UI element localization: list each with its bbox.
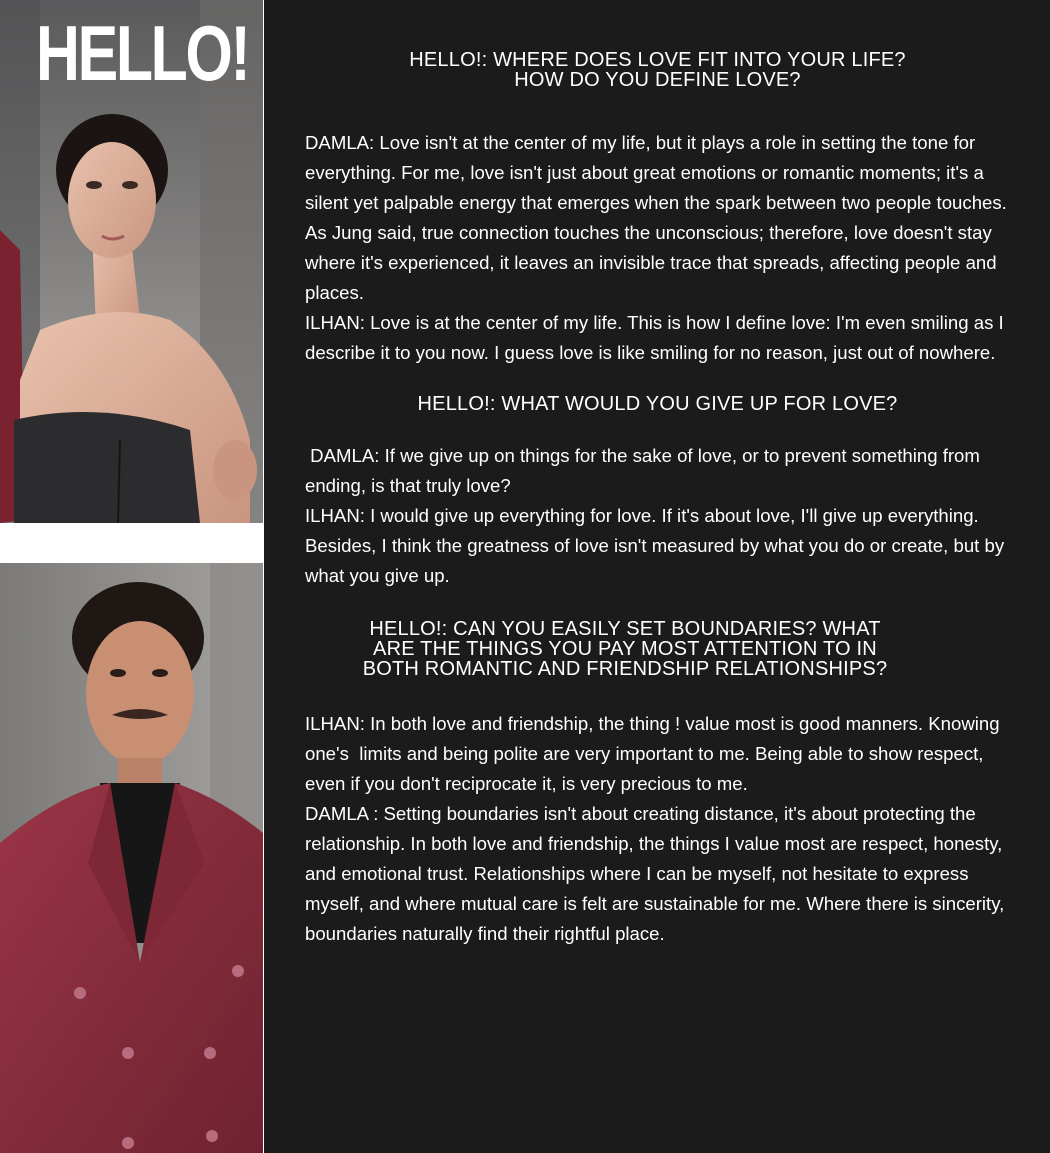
photo-ilhan — [0, 563, 263, 1153]
interview-article — [305, 50, 1010, 949]
answer-damla-love: DAMLA: Love isn't at the center of my life, but it plays a role in setting the tone for everything. For me, love isn't just about great emotions or romantic moments; it's a silent yet palpable energy that emerges when the spark between two people touches. As Jung said, true connection touches the unconscious; therefore, love doesn't stay where it's experienced, it leaves an invisible trace that spreads, affecting people and places. — [305, 132, 1007, 303]
answer-ilhan-love: ILHAN: Love is at the center of my life. This is how I define love: I'm even smiling as I describe it to you now. I guess love is like smiling for no reason, just out of nowhere. — [305, 312, 1004, 363]
photo-ilhan-illustration — [0, 563, 263, 1153]
question-boundaries — [305, 619, 945, 679]
answer-damla-boundaries: DAMLA : Setting boundaries isn't about creating distance, it's about protecting the relationship. In both love and friendship, the things I value most are respect, honesty, and emotional trust. Relationships where I can be myself, not hesitate to express myself, and where mutual care is felt are sustainable for me. Where there is sincerity, boundaries naturally find their rightful place. — [305, 803, 1005, 944]
question-line: BOTH ROMANTIC AND FRIENDSHIP RELATIONSHIPS? — [362, 658, 888, 680]
photo-damla — [0, 0, 263, 523]
question-line: HOW DO YOU DEFINE LOVE? — [514, 69, 801, 91]
answer-ilhan-give-up: ILHAN: I would give up everything for love. If it's about love, I'll give up everything. Besides, I think the greatness of love isn't measured by what you do or create, but by what you give up. — [305, 505, 1005, 586]
hello-logo: HELLO! — [36, 9, 249, 97]
question-line: HELLO!: WHERE DOES LOVE FIT INTO YOUR LIFE? — [409, 49, 906, 71]
question-line: HELLO!: CAN YOU EASILY SET BOUNDARIES? WHAT — [369, 618, 881, 640]
photo-column — [0, 0, 264, 1153]
question-line: ARE THE THINGS YOU PAY MOST ATTENTION TO IN — [373, 638, 877, 660]
answer-damla-give-up: DAMLA: If we give up on things for the sake of love, or to prevent something from ending, is that truly love? — [305, 445, 986, 496]
answer-ilhan-boundaries: ILHAN: In both love and friendship, the thing ! value most is good manners. Knowing one's limits and being polite are very important to me. Being able to show respect, even if you don't reciprocate it, is very precious to me. — [305, 713, 1005, 794]
question-give-up — [305, 394, 1010, 414]
question-line: HELLO!: WHAT WOULD YOU GIVE UP FOR LOVE? — [417, 393, 898, 415]
question-love-in-life — [305, 50, 1010, 90]
